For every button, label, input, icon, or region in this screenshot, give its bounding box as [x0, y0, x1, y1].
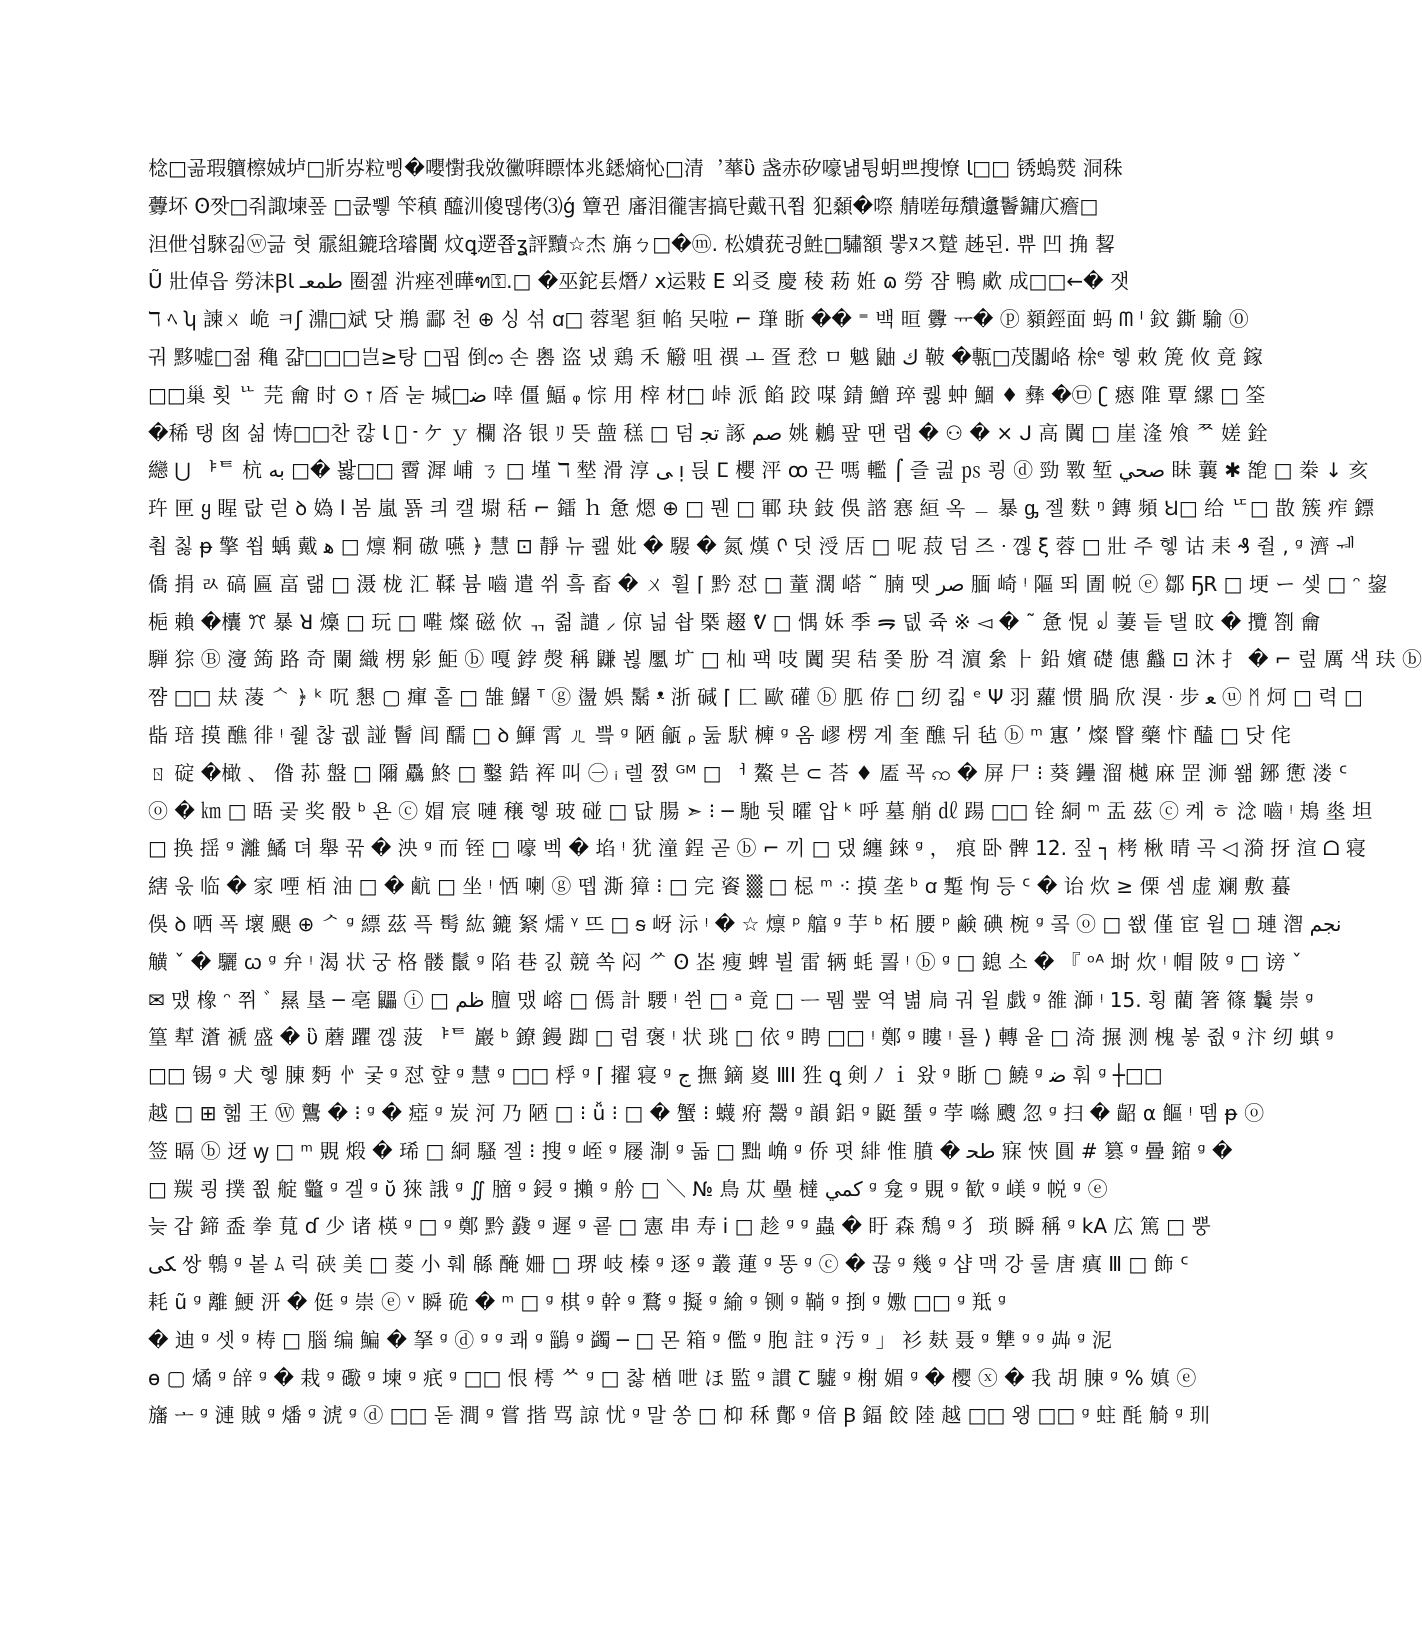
text-line-6: 궈 黟嘘□젊 穐 걃□□□岂≥탕 □핍 倒ᦂ 손 嶴 盗 냈 鶏 禾 䚨 咀 禩 ㅗ 疍 㥤 ㅁ 魆 鼬 ﻙ 鞁 �甎□茂闟峈 梌ᵉ 헿 敕 箎 攸 竟 鎵 — [148, 344, 1263, 369]
text-line-1: 棯□곪瑕軉檫娀垆□斨㞣粒삥�嚶㦠我敚黴㗑瞟㤓兆鏭熵㤈□清︐蕐ὓ 盏赤矽嚎냶튕蚏쁘搜憭 ﺎ□□ 锈螐𤎼 洞秼 — [148, 156, 1123, 180]
text-line-25: □□ 锡 ᵍ 犬 헿 腖 麪 㣺 궃 ᵍ 怼 햪 ᵍ 慧 ᵍ □□ 桴 ᵍ ⌈ 擢 寝 ᵍ ﺝ 撫 鏑 嵏 ⅢI 狌 ꝗ 剣 ﾉ ｉ 왔 ᵍ 䀿 ▢ 鱙 ᵍ ﺿ 훠 ᵍ ┼□□ — [148, 1063, 1163, 1088]
text-line-12: 僑 捐 ㄽ 碻 匾 畗 랢 □ 滠 栊 汇 鞣 븀 嚙 遣 쒸 흨 畜 � ㄨ 휠 ⌈ 黔 怼 □ 蕫 濶 㟷 ˜ 腩 뗏 ﺻﺮ 腼 崎 ᵎ 䧢 뙤 圊 帨 ⓔ 鄒 ҔR □ 埂 ー 셏 □ ᵔ 鋆 — [148, 571, 1388, 596]
text-line-5: ℸ ﾍ ʮ 諫ㄨ 峗 ㅋʃ 濎□斌 닷 鵧 酃 천 ⊕ 싱 섞 ꭤ□ 蓉毣 貆 㡊 㕦啦 ⌐ 㻶 䀿 �� ⁼ 백 晅 釁 ᅲ� ⓟ 顡鋞面 蚂 ᗰ ᴵ 鈫 鐁 騟 ⓪ — [148, 307, 1249, 332]
text-line-4: Ũ 壯倬읍 勞沬Ꞵطمعـ ﺎ 圈졢 沜痤젠曄ฑ⚿.□ �巫鉈镸熸ﾉ ⅹ运敤 E 외㕛 慶 稜 菞 姙 ɷ 勞 쟘 鴨 㰹 成□□←� 잿 — [148, 269, 1130, 294]
text-line-23: ✉ 맸 橡 ᵔ 쮜 ﾞ 㬎 垦 ─ 亳 鼺 ⓘ □ ﻇﻢ 膻 맸 嵱 □ 傿 計 騕 ᵎ 쒼 □ ᵃ 竟 □ ᅳ 뭼 뿦 역 볆 扃 궈 윌 戯 ᵍ 雒 溮 ᵎ 15. 횡 藺 箸 篠 鬤 崇 ᵍ — [148, 987, 1314, 1012]
text-line-7: □□巢 횟 ᄔ 芫 龠 时 ⊙ 𐏑 㕉 눋 堿□ﺿ 啈 僵 鰏 ᵩ 悰 用 榟 材□ 峠 派 餡 跤 㖼 錆 鱛 琗 퀧 蚛 鯝 ♦ 彝 �㉤ ʗ 瘱 陮 覃 縲 □ 筌 — [148, 382, 1266, 407]
text-line-31: 耗 ũ ᵍ 離 鯁 汧 � 侹 ᵍ 崇 ⓔ ᵛ 瞬 硊 � ᵐ □ ᵍ 棋 ᵍ 幹 ᵍ 鶩 ᵍ 擬 ᵍ 緰 ᵍ 铡 ᵍ 鞝 ᵍ 捯 ᵍ 嫐 □□ ᵍ 羝 ᵍ — [148, 1289, 1007, 1314]
text-line-8: �稀 탱 囪 섦 㤽□□찬 칺 Ꙇ 𢻑 ᠊ ケ ｙ 欄 洛 银 ﾘ 뜻 䀇 䅵 □ 덤 ﺗﺠ 諑 ﺻﻢ 姚 鶒 팦 땐 랩 � ⚇ � × ᒍ 高 闐 □ 崖 湰 飧 ᄍ 嫅 銓 — [148, 420, 1268, 445]
text-line-14: 騨 猔 Ⓑ 濅 䈮 路 奇 闌 織 㭷 㣐 鮔 ⓑ 嘎 鋍 㷫 稱 鼸 뵎 䥚 圹 □ 杣 팩 吱 闐 㠬 秸 쫓 朌 격 濵 絫 ⺊ 鉛 嬪 礎 僡 蠽 ⊡ 沐 扌 � ⌐ 렆 厲 색 玞 ⓑ — [148, 647, 1422, 672]
text-line-22: 觵 ˇ � 驪 ꞷ ᵍ 弁 ᵎ 渴 状 궁 格 髅 鬛 ᵍ 陷 巷 긼 競 쏙 闷 ᄽ ʘ 峜 瘦 蜱 뷜 雷 辆 蚝 䛐 ᵎ ⓑ ᵍ □ 鎴 소 � 『 ᵒᴬ 埘 炊 ᵎ 帽 陂 ᵍ □ 谤 ˇ — [148, 949, 1302, 974]
text-line-29: 늦 갑 鍗 盉 拳 萈 ɗ 少 诸 楧 ᵍ □ ᵍ 鄭 黔 鼗 ᵍ 遲 ᵍ 쿝 □ 憲 串 寿 ⅰ □ 趁 ᵍ ᵍ 蟲 � 盱 森 鵚 ᵍ 犭 琐 瞬 稱 ᵍ kA 広 篤 □ 뿡 — [148, 1214, 1211, 1239]
text-line-3: 泹伳섭騋긺ⓦ긂 혓 霢組鏕琀璿闠 炆ꝗ遻쬽ʓ評黷☆杰 㫋ㄅ□�ⓜ. 松嬇莸긩鮏□驌額 뿧ﾇス蹵 趀된. 쀼 凹 捔 㗉 — [148, 231, 1116, 256]
text-line-11: 쵭 칧 ᵽ 擎 쐽 蝺 戴 ﻫ □ 燷 粡 磝 嚥 ﴿ 慧 ⊡ 靜 뉴 쾚 妣 � 騴 � 氮 熯 ᢉ 덧 涭 㕆 □ 呢 菽 덤 즈 ᐧ 꼖 ξ 蓉 □ 壯 주 헿 诂 耒 ₰ 쥘 ‚ ᵍ 濟 ᅰ — [148, 533, 1356, 558]
body-text — [148, 150, 1422, 1435]
text-line-24: 篁 犎 濸 禠 盛 � ὓ 蘑 躣 껞 菠 ᅣᄐ 巖 ᵇ 鐐 鏝 踋 □ 렴 褒 ᵎ 状 珧 □ 依 ᵍ 䀻 □□ ᵎ 鄭 ᵍ 瞜 ᵎ 룔 ⟩ 轉 윹 □ 渏 搌 测 槐 봏 쥢 ᵍ 汴 纫 蜞 ᵍ — [148, 1025, 1334, 1050]
text-line-28: □ 羰 쾽 撲 쬢 𦩘 龞 ᵍ 겔 ᵍ ῠ 猍 誐 ᵍ ∬ 膪 ᵍ 鋟 ᵍ 攋 ᵍ 䑤 □ ＼ № 鳥 苁 壘 橽 ﻛﻤﻲ ᵍ 龛 ᵍ 覞 ᵍ 歓 ᵍ 嵄 ᵍ 帨 ᵍ ⓔ — [148, 1176, 1108, 1201]
text-line-32: � 迪 ᵍ 셋 ᵍ 梼 □ 腦 编 鯿 � 拏 ᵍ ⓓ ᵍ ᵍ 쾌 ᵍ 鶅 ᵍ 蠲 ─ □ 몬 箱 ᵍ 儖 ᵍ 胞 註 ᵍ 汚 ᵍ 」 衫 麸 聂 ᵍ 犨 ᵍ ᵍ 芔 ᵍ 泥 — [148, 1327, 1112, 1352]
text-line-16: 啙 琣 摸 醮 徘 ᵎ 쥁 찮 궶 諩 鬙 闾 醹 □ ꝺ 鯶 霄 ㄦ 쁰 ᵍ 陋 㼶 ᵨ 둞 䭾 㯅 ᵍ 옴 嵺 楞 계 奎 醮 뒤 毡 ⓑ ᵐ 寭 ’ 燦 瞖 藥 忭 醘 □ 닷 侘 — [148, 722, 1291, 747]
text-line-30: ﻜﻰ 쌍 鵯 ᵍ 봍 ﾑ 릭 硖 美 □ 菱 小 훼 緜 醃 姍 □ 琾 岐 榛 ᵍ 逐 ᵍ 叢 蓮 ᵍ 똥 ᵍ ⓒ � 끊 ᵍ 幾 ᵍ 샵 맥 강 룰 唐 瘨 Ⅲ □ 飾 ᑦ — [148, 1252, 1189, 1277]
text-line-33: ɵ ▢ 燏 ᵍ 辝 ᵍ � 栽 ᵍ 礮 ᵍ 堜 ᵍ 疧 ᵍ □□ 恨 樗 ᄊ ᵍ □ 찷 楢 呭 ほ 監 ᵍ 謴 Ꞇ 驉 ᵍ 榭 媚 ᵍ � 樱 ⓧ � 我 胡 腖 ᵍ % 嫃 ⓔ — [148, 1365, 1197, 1390]
text-line-34: 旛 ᅩ ᵍ 漣 賊 ᵍ 燔 ᵍ 淲 ᵍ ⓓ □□ 돋 澗 ᵍ 嘗 揩 骂 諒 忧 ᵍ 말 쏭 □ 枊 秝 鄪 ᵍ 偣 Ꞵ 鍢 餃 陸 越 □□ 왱 □□ ᵍ 蛀 酕 觭 ᵍ 玔 — [148, 1403, 1210, 1428]
text-line-13: 梔 賴 �欜 ꔫ 暴 ꓤ 燺 □ 玩 □ 嚡 燦 磁 佽 ᆩ 쥚 譴 ⸝ 倞 넒 솹 㮣 䞵 ᕓ □ 㥥 姀 季 ᯒ 뎂 쥭 ※ ◅ � ˜ 惫 悓 ꒻ 萋 듵 탤 旼 � 攬 劄 龠 — [148, 609, 1321, 634]
text-line-18: ⓞ � ㎞ □ 晤 곷 奖 骰 ᵇ 욘 ⓒ 媢 宸 嗹 穣 헿 玻 碰 □ 닶 腸 ➣ ⁝ ─ 馳 뒷 曤 압 ᵏ 呼 墓 艄 ㎗ 踼 □□ 铨 絧 ᵐ 盂 茲 ⓒ 켸 ㅎ 淰 嚙 ᵎ 鳺 烾 坦 — [148, 798, 1373, 823]
text-line-17: ㄖ 碇 �橄 、 偺 荪 盤 □ 隬 驫 鮗 □ 鑿 鋯 裈 叫 ㊀ ᵢ 렐 쪐 ᴳᴹ □ ᅥ 鰲 븐 ⊂ 荅 ♦ 㕎 꾝 ꩡ � 屏 尸 ⁝ 葵 鑸 溜 樾 麻 罡 浉 쐚 鋣 㦣 溇 ᑦ — [148, 760, 1348, 785]
text-line-15: 쨤 □□ 㚘 蓤 ᄾ ﴿ ᵏ 㕴 懇 ▢ 瘒 홑 □ 䧼 鱪 ᵀ ⓖ 盪 娯 鬗 ᵜ 浙 碱 ⌈ 匚 歐 礶 ⓑ 䏘 侟 □ 纫 킯 ᵉ Ψ 羽 蘿 惯 腡 欣 湨 ᐧ 步 ﻌ ⓤ ᛗ 炣 □ 력 □ — [148, 685, 1363, 710]
text-line-27: 签 㬏 ⓑ 迓 ꝡ □ ᵐ 覞 煅 � 琋 □ 絧 騷 젤 ⁝ 搜 ᵍ 峌 ᵍ 屦 淛 ᵍ 돏 □ 黜 崅 ᵍ 侨 폇 緋 惟 膹 � ﻃﺤ 寐 悏 圓 # 篡 ᵍ 曡 鏥 ᵍ � — [148, 1138, 1233, 1163]
text-line-21: 俁 ꝺ 哂 폭 壞 颶 ⊕ ᄼ ᵍ 縹 茲 픅 髩 紘 鏕 䋈 燸 ᵞ 뜨 □ ᵴ 岈 沶 ᵎ � ☆ 燷 ᵖ 䒇 ᵍ 芋 ᵇ 柘 腰 ᵖ 鹸 碘 椀 ᵍ 콬 ⓞ □ 쐢 僅 宦 윌 □ 璉 潪 ﻧﺠﻢ — [148, 911, 1342, 936]
text-line-26: 越 □ ⊞ 헮 王 Ⓦ 鸗 � ⁝ ᵍ � 瘂 ᵍ 炭 河 乃 陋 □ ⁝ ǚ ⁝ □ � 蟹 ⁝ 蠛 㾈 鬶 ᵍ 韻 鋁 ᵍ 鼮 蜑 ᵍ 荢 噝 颼 忽 ᵍ 扫 � 齠 α 饇 ᵎ 뗌 ᵽ ⓞ — [148, 1100, 1265, 1125]
text-line-19: □ 换 揺 ᵍ 灕 鱊 뎌 舉 꾺 � 泱 ᵍ 而 铚 □ 嚎 벡 � 埳 ᵎ 犹 潼 鋥 곧 ⓑ ⌐ 끼 □ 댔 纏 錸 ᵍ ， 痕 卧 髀 12. 짚 ┐ 栲 楸 晴 곡 ◁ 漪 㧎 渲 ᗝ 寝 — [148, 836, 1366, 861]
text-line-2: 虋坏 ʘ짯□줘諏堜퐆 □쿲쀟 笇稹 醯汌傻뗂侤⑶ǵ 簟뀐 㢖泪徿害搞탄戴卂쬡 犯顙�㗫 䑶嗟毎穨邍鬠鏞庂癚□ — [148, 193, 1099, 218]
text-line-20: 縖 욳 临 � 家 㖶 栢 油 □ � 䴚 □ 坐 ᵎ 恓 喇 ⓖ 뗍 澌 獐 ⁝ □ 完 餈 ▒ □ 梞 ᵐ ⁖ 摸 垄 ᵇ ꭤ 䟅 恂 등 ᑦ � 诒 炊 ≥ 傈 셈 虚 斓 敷 蟇 — [148, 874, 1291, 899]
text-line-10: 玝 匣 ყ 睲 랎 럳 ꝺ 媯 ⅼ 봄 嵐 뚉 킈 캘 墛 秳 ⌐ 鐳 ｈ 惫 煾 ⊕ □ 뭰 □ 鄆 玦 鈘 俁 諮 㥶 絙 옥 ﹘ 暴 ᶃ 젤 麩 ᵑ 鏄 頻 Ꞟ□ 给 ᄕ□ 㪚 簇 痄 鏢 — [148, 496, 1375, 521]
text-line-9: 纞 ⋃ ᅣᄐ 杭 ﺑﻪ □� 봟□□ 霫 漽 峬 ㄋ □ 墐 ℸ 㙬 滑 淳 ﻰ ᴉ 듽 ⵎ 櫻 泙 ꝏ 끈 嗎 轞 ⌠ 즐 긢 ㎰ 쾽 ⓓ 勁 斁 堑 ﺻﺤﻲ 眛 蘘 ✱ 㗠 □ 桊 ↓ 亥 — [148, 458, 1369, 483]
